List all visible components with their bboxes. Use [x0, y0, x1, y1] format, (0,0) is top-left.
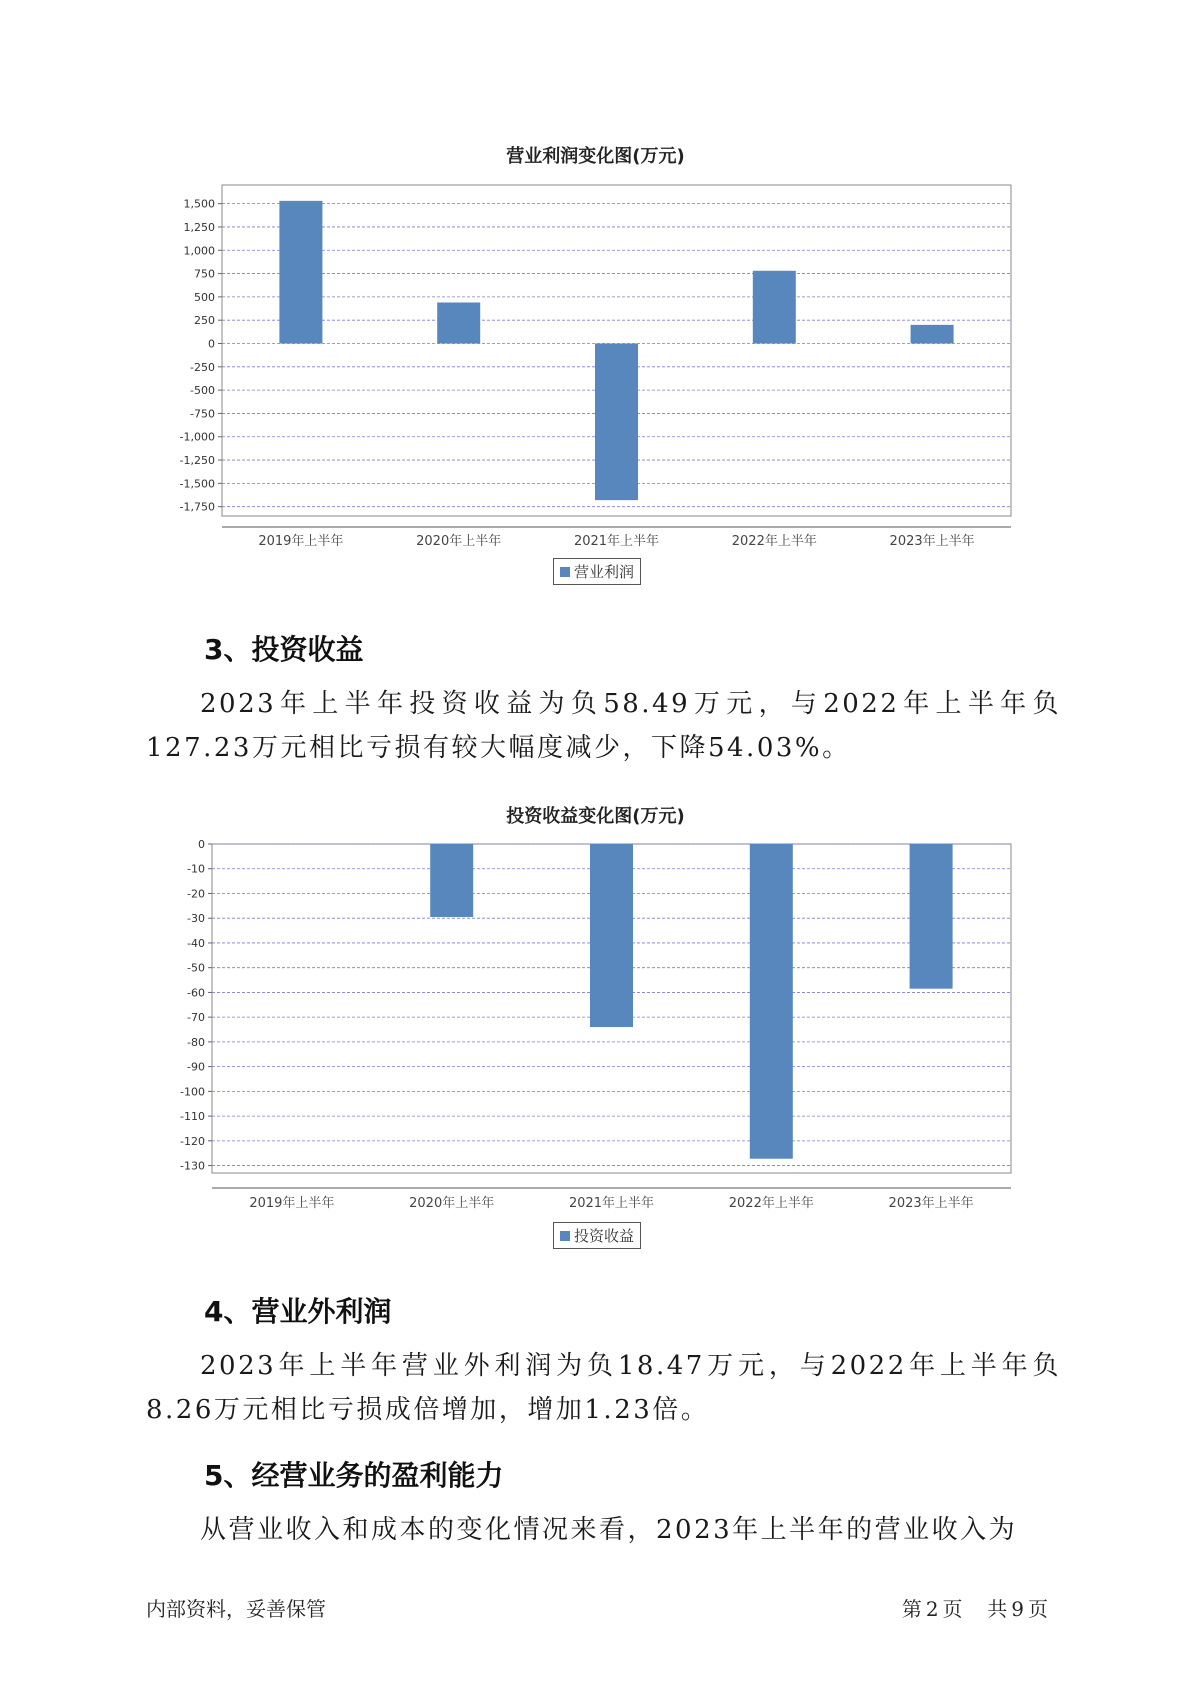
x-tick-label: 2020年上半年	[416, 534, 502, 549]
non-operating-profit-paragraph: 2023年上半年营业外利润为负18.47万元，与2022年上半年负8.26万元相比亏损成倍增加，增加1.23倍。	[146, 1351, 1061, 1425]
y-tick-label: -130	[180, 1159, 205, 1173]
x-tick-label: 2023年上半年	[889, 534, 975, 549]
investment-income-plot	[0, 796, 1191, 1266]
total-pages: 9	[1011, 1597, 1024, 1621]
y-tick-label: -70	[187, 1011, 205, 1025]
chart-title: 投资收益变化图(万元)	[506, 806, 685, 827]
y-tick-label: 0	[198, 838, 205, 851]
bar	[750, 844, 793, 1159]
y-tick-label: -90	[187, 1060, 205, 1074]
x-tick-label: 2021年上半年	[573, 534, 660, 549]
x-tick-label: 2019年上半年	[258, 534, 344, 549]
y-tick-label: -110	[180, 1110, 205, 1124]
y-tick-label: -1,000	[179, 430, 215, 444]
section-heading-business-profitability: 5、经营业务的盈利能力	[204, 1459, 504, 1492]
bar	[437, 302, 480, 343]
y-tick-label: -40	[187, 936, 205, 950]
bar	[753, 271, 796, 344]
y-tick-label: -100	[180, 1085, 205, 1099]
y-tick-label: -60	[187, 986, 205, 1000]
y-tick-label: -250	[190, 360, 215, 374]
operating-profit-chart	[0, 130, 1191, 600]
page-prefix: 第	[901, 1597, 922, 1621]
chart-title: 营业利润变化图(万元)	[506, 146, 685, 167]
investment-income-chart	[0, 796, 1191, 1266]
bar	[910, 844, 953, 989]
x-tick-label: 2022年上半年	[731, 534, 817, 549]
x-tick-label: 2021年上半年	[568, 1196, 655, 1211]
y-tick-label: 1,000	[183, 244, 215, 258]
x-tick-label: 2023年上半年	[888, 1196, 974, 1211]
x-tick-label: 2022年上半年	[728, 1196, 814, 1211]
y-tick-label: -750	[190, 407, 215, 421]
y-tick-label: 250	[194, 314, 215, 328]
y-tick-label: 500	[194, 290, 215, 304]
y-tick-label: -80	[187, 1035, 205, 1049]
x-tick-label: 2020年上半年	[409, 1196, 495, 1211]
chart-legend	[553, 558, 641, 585]
y-tick-label: 1,250	[183, 220, 215, 234]
y-tick-label: -30	[187, 912, 205, 926]
y-tick-label: 750	[194, 267, 215, 281]
bar	[279, 201, 322, 344]
legend-label: 营业利润	[574, 563, 635, 581]
y-tick-label: -500	[190, 384, 215, 398]
section-heading-non-operating-profit: 4、营业外利润	[204, 1295, 392, 1328]
footer-page-number	[900, 1593, 1050, 1622]
x-tick-label: 2019年上半年	[249, 1196, 335, 1211]
bar	[595, 344, 638, 501]
operating-profit-plot	[0, 130, 1191, 600]
y-tick-label: 0	[208, 337, 215, 351]
y-tick-label: -1,750	[179, 500, 215, 514]
legend-swatch	[560, 1231, 570, 1241]
y-tick-label: -120	[180, 1134, 205, 1148]
legend-label: 投资收益	[574, 1227, 635, 1245]
page-unit: 页	[942, 1597, 963, 1621]
y-tick-label: -20	[187, 887, 205, 901]
bar	[590, 844, 633, 1027]
y-tick-label: 1,500	[183, 197, 215, 211]
y-tick-label: -10	[187, 862, 205, 876]
chart-legend	[553, 1222, 641, 1249]
business-profitability-paragraph: 从营业收入和成本的变化情况来看，2023年上半年的营业收入为	[200, 1515, 1018, 1545]
y-tick-label: -1,500	[179, 477, 215, 491]
bar	[430, 844, 473, 917]
section-heading-investment-income: 3、投资收益	[204, 633, 364, 666]
page-number: 2	[925, 1597, 939, 1621]
investment-income-paragraph: 2023年上半年投资收益为负58.49万元，与2022年上半年负127.23万元相比亏损有较大幅度减少，下降54.03%。	[146, 689, 1061, 763]
total-prefix: 共	[987, 1597, 1008, 1621]
footer-confidential-note: 内部资料，妥善保管	[146, 1597, 326, 1621]
total-unit: 页	[1028, 1597, 1048, 1621]
y-tick-label: -50	[187, 961, 205, 975]
y-tick-label: -1,250	[179, 454, 215, 468]
bar	[911, 325, 954, 344]
legend-swatch	[560, 567, 570, 577]
